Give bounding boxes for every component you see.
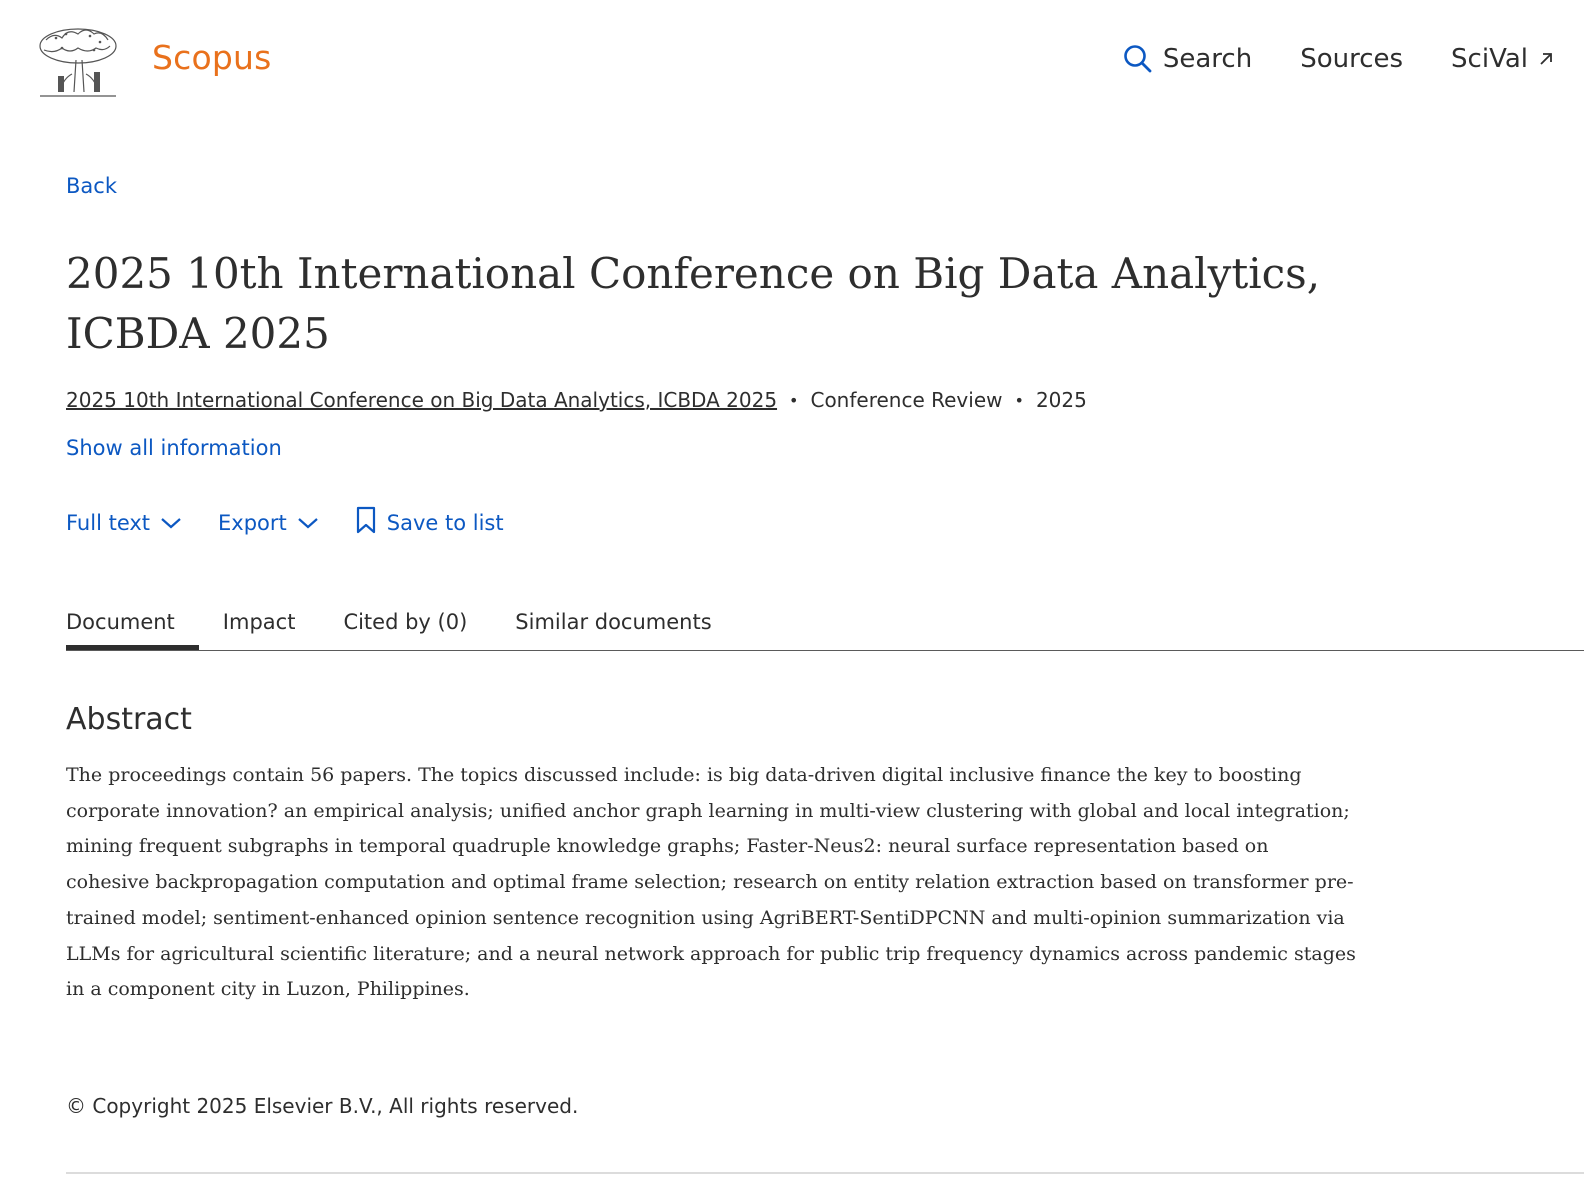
document-tabs (66, 610, 1584, 651)
nav-scival[interactable] (1451, 44, 1554, 74)
nav-search[interactable] (1123, 44, 1252, 74)
bookmark-icon (355, 506, 377, 539)
nav-sources-label: Sources (1300, 44, 1404, 74)
save-to-list-button[interactable] (355, 506, 504, 539)
tab-impact[interactable]: Impact (222, 610, 296, 634)
elsevier-logo[interactable] (36, 26, 120, 100)
meta-separator: • (1014, 390, 1024, 410)
top-nav (1123, 44, 1554, 74)
full-text-button[interactable] (66, 511, 182, 535)
full-text-label: Full text (66, 510, 151, 535)
tab-similar-documents[interactable]: Similar documents (515, 610, 712, 634)
copyright-notice: © Copyright 2025 Elsevier B.V., All rights reserved. (66, 1094, 579, 1118)
show-all-information-link[interactable]: Show all information (66, 436, 282, 460)
export-label: Export (218, 510, 287, 535)
nav-search-label: Search (1162, 44, 1253, 74)
page-title: 2025 10th International Conference on Big Data Analytics, ICBDA 2025 (66, 249, 1321, 358)
document-type: Conference Review (810, 388, 1003, 412)
tab-cited-by[interactable]: Cited by (0) (343, 610, 468, 634)
external-link-icon (1538, 51, 1554, 67)
scopus-brand[interactable]: Scopus (152, 38, 272, 77)
document-actions (66, 506, 504, 539)
nav-scival-label: SciVal (1451, 44, 1528, 74)
meta-separator: • (789, 390, 799, 410)
nav-sources[interactable] (1300, 44, 1403, 74)
abstract-heading: Abstract (66, 702, 192, 737)
back-link[interactable]: Back (66, 174, 117, 198)
chevron-down-icon (297, 511, 319, 535)
export-button[interactable] (218, 511, 319, 535)
abstract-text: The proceedings contain 56 papers. The topics discussed include: is big data-driven digital inclusive finance the key to boosting corporate innovation? an empirical analysis; unified anchor graph learning in multi-view clustering with global and local integration; mining frequent subgraphs in temporal quadruple knowledge graphs; Faster-Neus2: neural surface representation based on cohesive backpropagation computation and optimal frame selection; research on entity relation extraction based on transformer pre-trained model; sentiment-enhanced opinion sentence recognition using AgriBERT-SentiDPCNN and multi-opinion summarization via LLMs for agricultural scientific literature; and a neural network approach for public trip frequency dynamics across pandemic stages in a component city in Luzon, Philippines. (66, 764, 1356, 1001)
document-meta (66, 388, 1087, 412)
search-icon (1123, 44, 1153, 74)
chevron-down-icon (160, 511, 182, 535)
tab-document[interactable]: Document (66, 610, 199, 648)
save-to-list-label: Save to list (386, 510, 504, 535)
document-year: 2025 (1035, 388, 1087, 412)
source-link[interactable]: 2025 10th International Conference on Big Data Analytics, ICBDA 2025 (66, 388, 778, 412)
divider (66, 1172, 1584, 1174)
